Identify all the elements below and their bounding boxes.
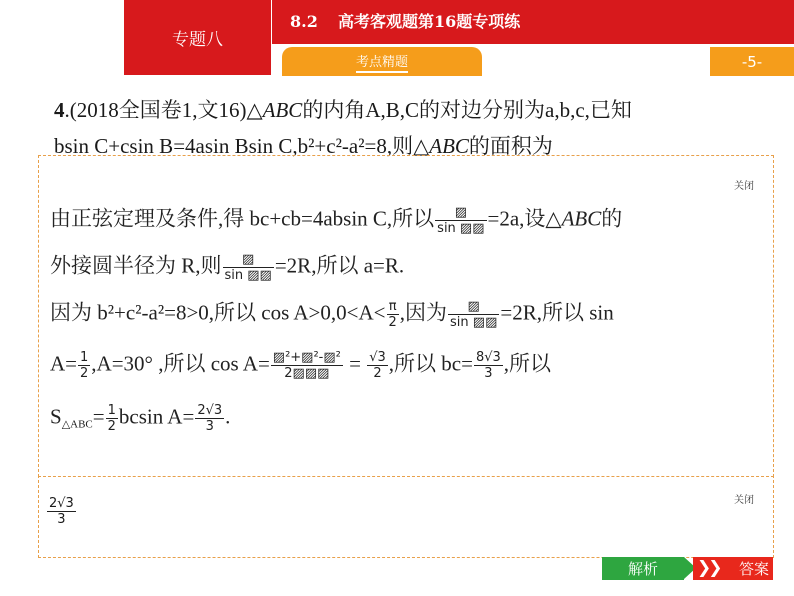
fraction-a-over-sin-a: [448, 299, 499, 330]
answer-button[interactable]: [693, 557, 773, 580]
analysis-button[interactable]: [602, 557, 684, 580]
page-number: [710, 47, 794, 76]
analysis-text: ,A=30° ,所以 cos A=: [91, 351, 270, 376]
triangle-abc-label: △ABC: [545, 206, 602, 231]
chapter-label: 专题八: [172, 30, 223, 50]
fraction-denominator: 3: [57, 512, 66, 527]
fraction-numerator: π: [387, 299, 399, 315]
fraction-cos-formula: [271, 350, 343, 381]
fraction-denominator: 2▨▨▨: [284, 366, 330, 381]
analysis-text: =2R,所以 sin: [500, 300, 614, 325]
fraction-denominator: sin ▨▨: [224, 268, 272, 283]
analysis-text: 因为 b²+c²-a²=8>0,所以 cos A>0,0<A<: [50, 300, 386, 325]
page-number-label: -5-: [741, 52, 763, 71]
kaodian-tab[interactable]: [282, 47, 482, 76]
fraction-denominator: 3: [484, 366, 493, 381]
fraction-sqrt3-over-2: [367, 350, 388, 381]
section-title: 高考客观题第16题专项练: [338, 12, 521, 31]
question-text-2-tail: 的面积为: [468, 134, 553, 158]
analysis-text: ,所以: [503, 351, 552, 376]
section-number: 8.2: [290, 12, 318, 31]
fraction-denominator: 2: [388, 315, 397, 330]
analysis-text: 由正弦定理及条件,得 bc+cb=4absin C,所以: [50, 206, 435, 231]
fraction-denominator: sin ▨▨: [450, 315, 498, 330]
analysis-text: 外接圆半径为 R,则: [50, 253, 222, 278]
fraction-numerator: ▨: [223, 252, 274, 268]
answer-box: [38, 475, 774, 558]
analysis-text: ,所以 bc=: [388, 351, 473, 376]
question-line-1: [54, 96, 632, 124]
fraction-denominator: 2: [373, 366, 382, 381]
analysis-text: ,因为: [399, 300, 448, 325]
fraction-8sqrt3-over-3: [474, 350, 503, 381]
analysis-line-2: [50, 252, 404, 283]
fraction-numerator: ▨²+▨²-▨²: [272, 350, 341, 365]
question-source: .(2018全国卷1,文16): [64, 98, 247, 122]
answer-button-label: 答案: [738, 560, 769, 578]
fraction-a-over-sin-a: [435, 205, 486, 236]
fraction-one-half: [106, 403, 118, 434]
fraction-numerator: 8√3: [475, 350, 501, 365]
answer-value: [46, 496, 77, 527]
analysis-line-4: [50, 350, 551, 381]
question-text-2: bsin C+csin B=4asin Bsin C,b²+c²-a²=8,则: [54, 134, 414, 158]
fraction-numerator: ▨: [435, 205, 486, 221]
analysis-text: =2a,设: [487, 206, 546, 231]
header-gap: [482, 47, 710, 76]
fraction-numerator: √3: [369, 350, 386, 365]
section-title-bar: [272, 0, 794, 44]
analysis-line-3: [50, 299, 614, 330]
fraction-2sqrt3-over-3: [195, 403, 224, 434]
fraction-numerator: ▨: [448, 299, 499, 315]
fraction-numerator: 2√3: [197, 403, 223, 418]
analysis-text: bcsin A=: [118, 404, 195, 429]
question-number: 4: [54, 98, 65, 122]
fraction-denominator: 2: [80, 366, 89, 381]
question-text-1: 的内角A,B,C的对边分别为a,b,c,已知: [302, 98, 632, 122]
fraction-a-over-sin-a: [223, 252, 274, 283]
fraction-answer: [47, 496, 76, 527]
analysis-line-1: [50, 205, 622, 236]
fraction-numerator: 2√3: [49, 496, 74, 511]
analysis-close-button[interactable]: 关闭: [734, 181, 754, 192]
double-chevron-icon: ❯❯: [697, 558, 720, 578]
analysis-text: A=: [50, 351, 78, 376]
answer-close-button[interactable]: 关闭: [734, 495, 754, 506]
analysis-text: 的: [601, 206, 623, 231]
kaodian-tab-label: 考点精题: [356, 51, 408, 73]
analysis-text: S: [50, 404, 62, 429]
analysis-text: =: [343, 351, 367, 376]
fraction-pi-over-2: [387, 299, 399, 330]
analysis-line-5: [50, 403, 230, 434]
fraction-denominator: 3: [205, 419, 214, 434]
analysis-button-label: 解析: [627, 560, 658, 578]
fraction-denominator: sin ▨▨: [437, 221, 485, 236]
analysis-text: .: [225, 404, 231, 429]
area-subscript: △ABC: [61, 418, 93, 431]
fraction-one-half: [78, 350, 90, 381]
fraction-denominator: 2: [107, 419, 116, 434]
fraction-numerator: 1: [107, 403, 116, 418]
triangle-abc-label: △ABC: [413, 134, 469, 158]
fraction-numerator: 1: [80, 350, 89, 365]
analysis-text: =2R,所以 a=R.: [274, 253, 405, 278]
analysis-text: =: [92, 404, 105, 429]
triangle-abc-label: △ABC: [246, 98, 303, 122]
chapter-tab: [124, 0, 271, 75]
